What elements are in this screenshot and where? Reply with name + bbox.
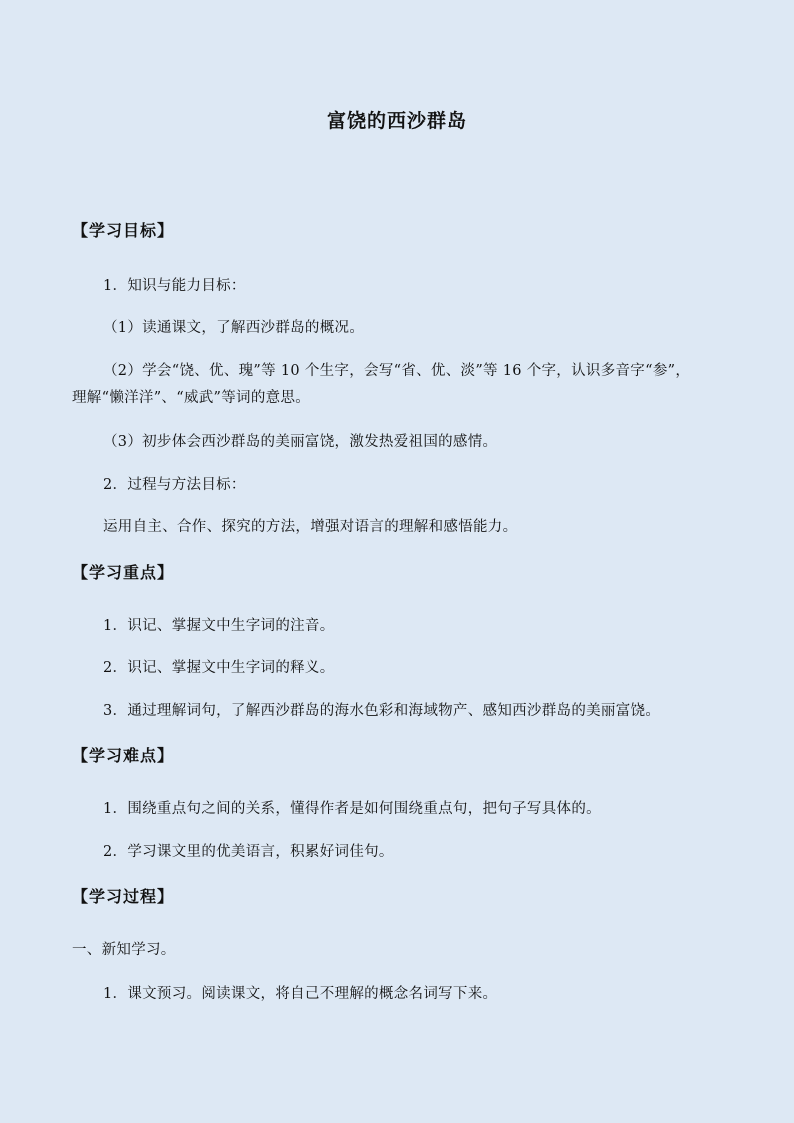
objectives-sub-2-line-1: （2）学会“饶、优、瑰”等 10 个生字，会写“省、优、淡”等 16 个字，认识多音字“参”， xyxy=(103,363,691,379)
section-heading-key-points: 【学习重点】 xyxy=(72,563,175,582)
difficulties-item-1: 1．围绕重点句之间的关系，懂得作者是如何围绕重点句，把句子写具体的。 xyxy=(103,801,601,817)
process-part-1: 一、新知学习。 xyxy=(72,942,176,958)
objectives-sub-1: （1）读通课文，了解西沙群岛的概况。 xyxy=(103,320,365,336)
objectives-item-2: 2．过程与方法目标： xyxy=(103,477,246,493)
process-item-1: 1．课文预习。阅读课文，将自己不理解的概念名词写下来。 xyxy=(103,986,498,1002)
key-points-item-2: 2．识记、掌握文中生字词的释义。 xyxy=(103,660,335,676)
section-heading-difficulties: 【学习难点】 xyxy=(72,746,175,765)
difficulties-item-2: 2．学习课文里的优美语言，积累好词佳句。 xyxy=(103,844,394,860)
objectives-sub-2-line-2: 理解“懒洋洋”、“威武”等词的意思。 xyxy=(72,390,311,406)
key-points-item-3: 3．通过理解词句，了解西沙群岛的海水色彩和海域物产、感知西沙群岛的美丽富饶。 xyxy=(103,703,661,719)
document-title: 富饶的西沙群岛 xyxy=(326,110,467,132)
section-heading-process: 【学习过程】 xyxy=(72,887,175,906)
objectives-item-2-text: 运用自主、合作、探究的方法，增强对语言的理解和感悟能力。 xyxy=(103,519,518,535)
key-points-item-1: 1．识记、掌握文中生字词的注音。 xyxy=(103,618,335,634)
objectives-sub-3: （3）初步体会西沙群岛的美丽富饶，激发热爱祖国的感情。 xyxy=(103,434,498,450)
section-heading-objectives: 【学习目标】 xyxy=(72,221,175,240)
objectives-item-1: 1．知识与能力目标： xyxy=(103,278,246,294)
